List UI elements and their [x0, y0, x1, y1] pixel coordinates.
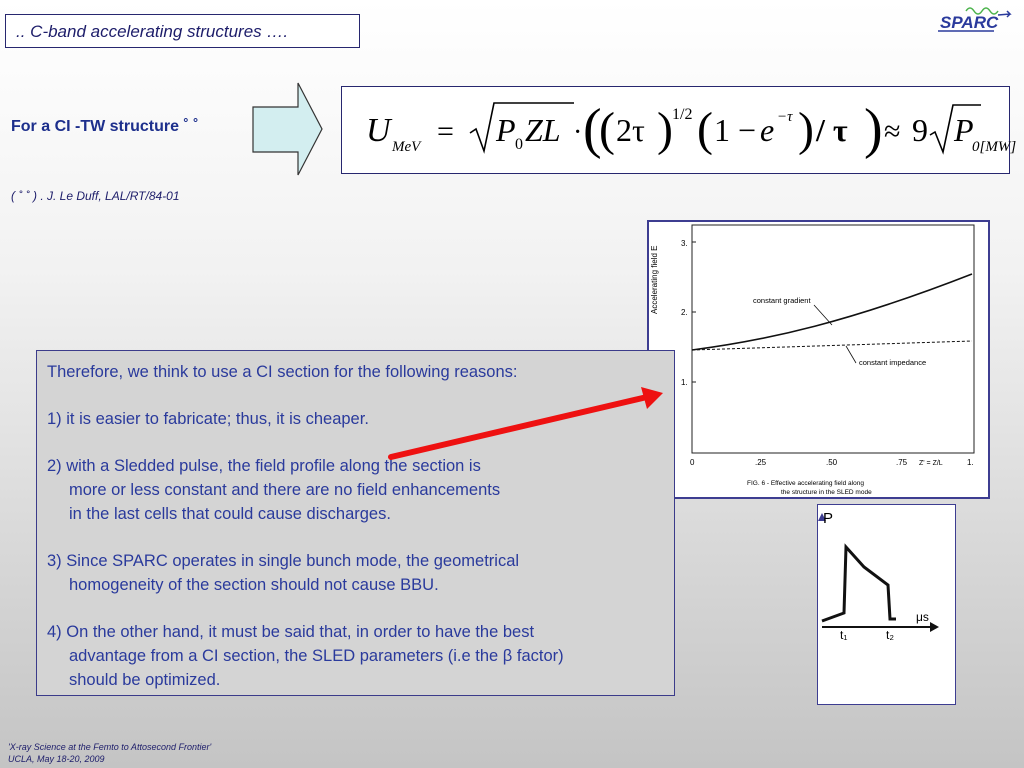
ci-reference: ( ˚ ˚ ) . J. Le Duff, LAL/RT/84-01	[11, 189, 180, 203]
label-constant-impedance: constant impedance	[859, 358, 927, 367]
formula-approx: ≈	[884, 115, 901, 148]
formula-P: P	[496, 112, 516, 148]
formula-mev: MeV	[392, 139, 421, 155]
x-tick-50: .50	[826, 458, 838, 467]
svg-text:(: (	[599, 103, 615, 156]
formula-subscript-mw: 0[MW]	[972, 139, 1017, 155]
x-tick-1: 1.	[967, 458, 974, 467]
formula-exponent-half: 1/2	[672, 106, 693, 123]
formula-U: U	[366, 112, 391, 149]
footer	[8, 741, 211, 765]
formula-equals: =	[437, 115, 454, 148]
formula-slash-tau: / τ	[816, 112, 848, 148]
constant-gradient-curve	[692, 274, 972, 350]
reason-2-line1: 2) with a Sledded pulse, the field profile along the section is	[47, 457, 481, 475]
formula-dot: ·	[573, 117, 583, 148]
accelerating-field-figure	[647, 220, 990, 499]
reason-3-line2: homogeneity of the section should not cause BBU.	[69, 576, 439, 594]
svg-text:): )	[864, 98, 883, 160]
svg-text:): )	[798, 103, 814, 156]
pulse-t2: t₂	[886, 628, 894, 642]
pulse-plot	[818, 505, 955, 704]
logo-text: SPARC	[940, 13, 999, 32]
formula-ZL: ZL	[525, 112, 561, 148]
svg-text:): )	[657, 103, 673, 156]
reason-4-line1: 4) On the other hand, it must be said that, in order to have the best	[47, 623, 535, 641]
label-constant-gradient: constant gradient	[753, 296, 811, 305]
reason-3-line1: 3) Since SPARC operates in single bunch mode, the geometrical	[47, 552, 520, 570]
sled-pulse-figure	[817, 504, 956, 705]
ci-structure-label: For a CI -TW structure ˚ ˚	[11, 118, 199, 135]
reason-4-line2: advantage from a CI section, the SLED parameters (i.e the β factor)	[69, 647, 564, 665]
formula-P2: P	[954, 112, 974, 148]
formula-subscript-0: 0	[515, 136, 523, 153]
y-tick-2: 2.	[681, 308, 688, 317]
slide-title-text: .. C-band accelerating structures ….	[16, 22, 289, 41]
reason-1: 1) it is easier to fabricate; thus, it is cheaper.	[47, 410, 369, 428]
x-tick-0: 0	[690, 458, 695, 467]
figure-caption-line2: the structure in the SLED mode	[781, 489, 872, 496]
y-axis-label: Accelerating field E	[650, 245, 659, 314]
formula-nine: 9	[912, 112, 928, 148]
x-axis-label: Z' = Z/L	[919, 460, 943, 467]
formula-box	[341, 86, 1017, 174]
pulse-t1: t₁	[840, 628, 848, 642]
energy-gain-formula	[342, 87, 1017, 175]
field-plot	[649, 222, 988, 497]
formula-exponent-neg-tau: −τ	[777, 109, 793, 125]
right-arrow-shape	[252, 82, 324, 176]
x-tick-75: .75	[896, 458, 908, 467]
slide-title	[5, 14, 360, 48]
reasons-intro: Therefore, we think to use a CI section for the following reasons:	[47, 363, 518, 381]
reason-4-line3: should be optimized.	[69, 671, 221, 689]
x-tick-25: .25	[755, 458, 767, 467]
footer-line1: 'X-ray Science at the Femto to Attosecond Frontier'	[8, 742, 212, 752]
red-pointer-arrow	[385, 385, 665, 465]
svg-text:(: (	[697, 103, 713, 156]
formula-two-tau: 2τ	[616, 112, 645, 148]
formula-e: e	[760, 112, 775, 148]
y-tick-1: 1.	[681, 378, 688, 387]
y-tick-3: 3.	[681, 239, 688, 248]
pulse-us-label: μs	[916, 610, 929, 624]
sparc-logo	[936, 4, 1016, 34]
reason-2-line2: more or less constant and there are no field enhancements	[69, 481, 501, 499]
svg-text:(: (	[583, 98, 602, 160]
pulse-p-label: P	[823, 510, 834, 527]
constant-impedance-line	[692, 341, 972, 350]
reason-2-line3: in the last cells that could cause discharges.	[69, 505, 391, 523]
footer-line2: UCLA, May 18-20, 2009	[8, 754, 105, 764]
formula-one-minus: 1 −	[714, 112, 757, 148]
figure-caption-line1: FIG. 6 - Effective accelerating field along	[747, 480, 864, 487]
